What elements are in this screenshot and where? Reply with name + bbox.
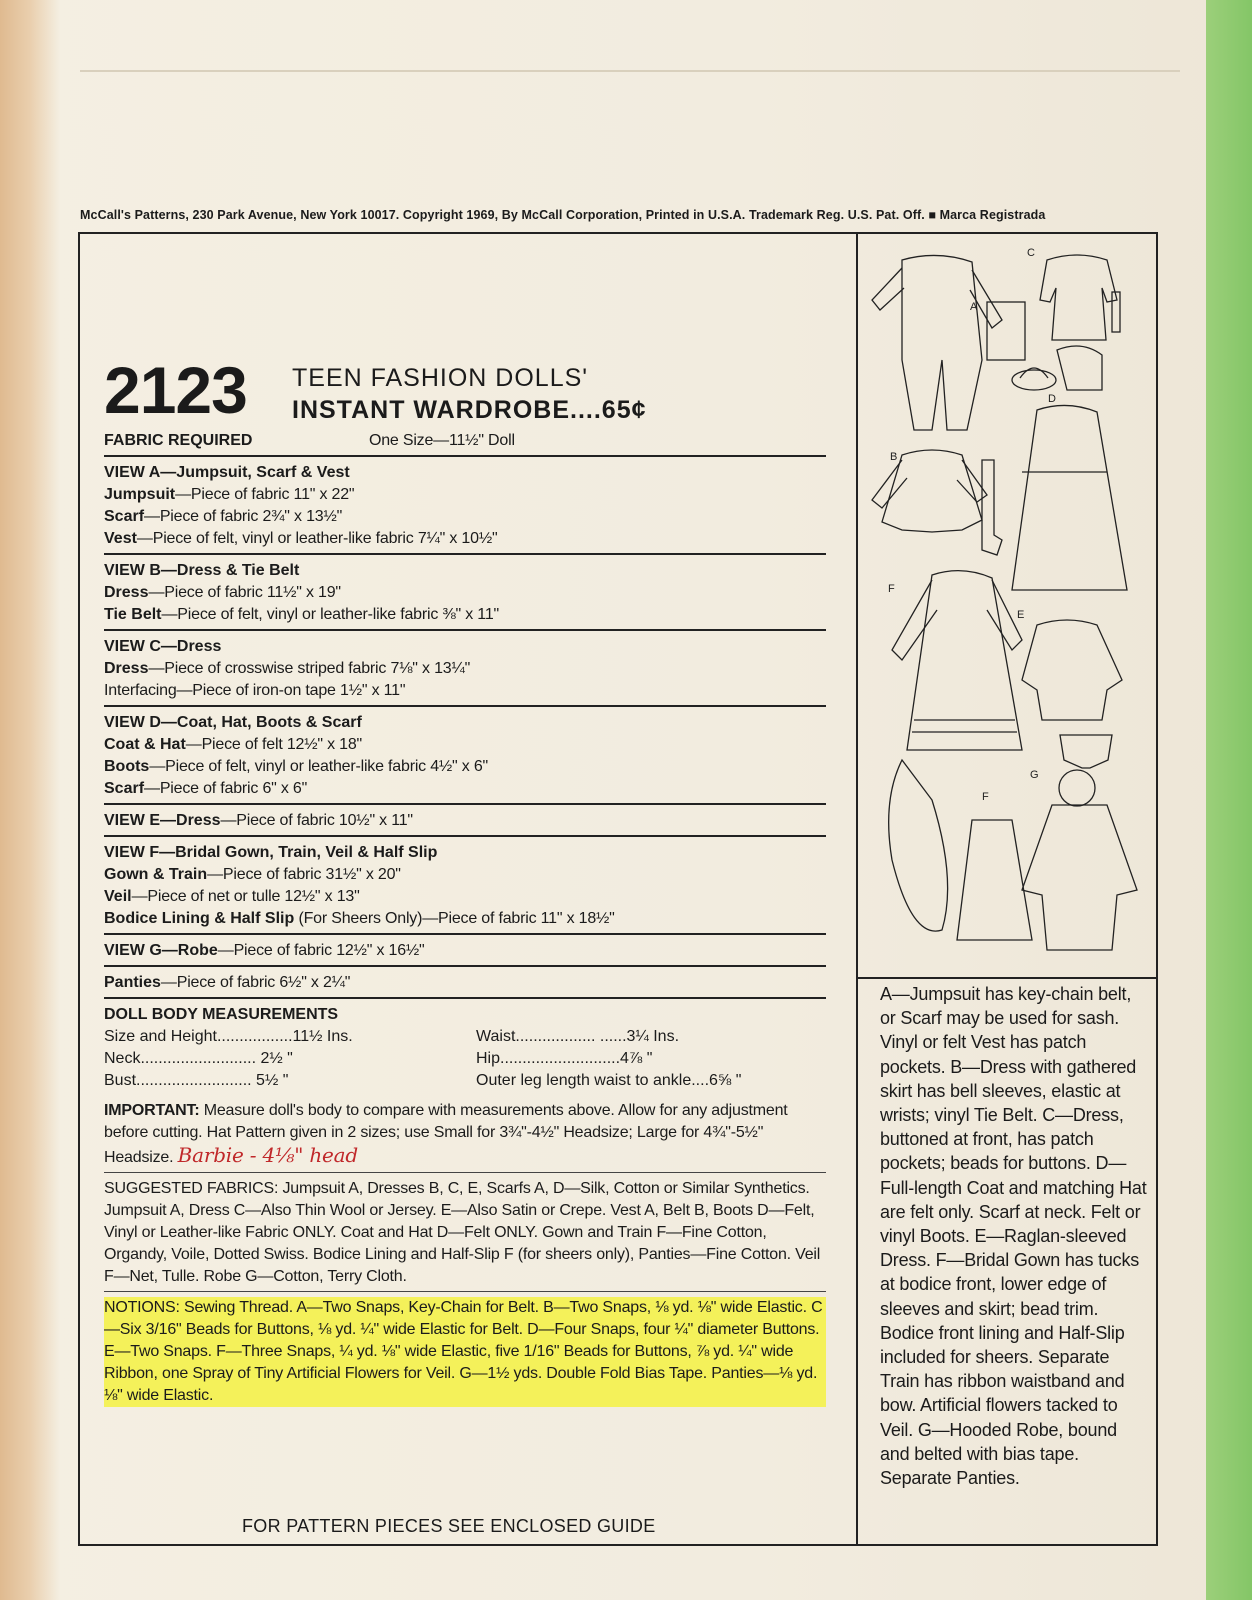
fabric-heading-row: [104, 430, 826, 452]
handwritten-note: Barbie - 4⅛" head: [177, 1143, 359, 1167]
panties-drawing: [1060, 735, 1112, 768]
view-b-dress-drawing: [872, 450, 1002, 555]
rule: [104, 1291, 826, 1292]
rule: [104, 629, 826, 631]
art-label-e: E: [1017, 609, 1025, 621]
measurements-table: [104, 1026, 741, 1092]
half-slip-drawing: [957, 820, 1032, 940]
view-a-title: VIEW A—Jumpsuit, Scarf & Vest: [104, 464, 350, 481]
rule: [104, 835, 826, 837]
panties-row: Panties—Piece of fabric 6½" x 2¼": [104, 974, 351, 991]
view-g-robe-drawing: [1022, 770, 1137, 950]
tape-stain: [0, 0, 60, 1600]
view-a-line: Jumpsuit—Piece of fabric 11" x 22": [104, 486, 355, 503]
rule: [104, 1172, 826, 1173]
view-a-line: Vest—Piece of felt, vinyl or leather-like fabric 7¼" x 10½": [104, 530, 498, 547]
view-d-line: Boots—Piece of felt, vinyl or leather-like fabric 4½" x 6": [104, 758, 489, 775]
title-line-1: TEEN FASHION DOLLS': [292, 364, 589, 392]
view-a-jumpsuit-drawing: [872, 255, 1025, 430]
art-label-f: F: [888, 583, 895, 595]
measurement-row: Size and Height.................11½ Ins. Waist.................. ......3¼ Ins.: [104, 1028, 680, 1045]
view-c-title: VIEW C—Dress: [104, 638, 222, 655]
fabric-size: One Size—11½" Doll: [368, 432, 515, 449]
view-f-line: Gown & Train—Piece of fabric 31½" x 20": [104, 866, 401, 883]
view-d-coat-drawing: [1012, 405, 1127, 590]
measurement-row: Bust.......................... 5½ " Outer leg length waist to ankle....6⅝ ": [104, 1072, 742, 1089]
pattern-number: 2123: [104, 353, 247, 427]
green-envelope-edge: [1206, 0, 1252, 1600]
view-c-line: Dress—Piece of crosswise striped fabric 7⅛" x 13¼": [104, 660, 471, 677]
view-g-row: VIEW G—Robe—Piece of fabric 12½" x 16½": [104, 942, 425, 959]
view-c-dress-drawing: [1040, 255, 1120, 340]
view-a-line: Scarf—Piece of fabric 2¾" x 13½": [104, 508, 343, 525]
view-descriptions: A—Jumpsuit has key-chain belt, or Scarf may be used for sash. Vinyl or felt Vest has patch pockets. B—Dress with gathered skirt has bell sleeves, elastic at wrists; vinyl Tie Belt. C—Dress, buttoned at front, has patch pockets; beads for buttons. D—Full-length Coat and matching Hat are felt only. Scarf at neck. Felt or vinyl Boots. E—Raglan-sleeved Dress. F—Bridal Gown has tucks at bodice front, lower edge of sleeves and skirt; bead trim. Bodice front lining and Half-Slip included for sheers. Separate Train has ribbon waistband and bow. Artificial flowers tacked to Veil. G—Hooded Robe, bound and belted with bias tape. Separate Panties.: [880, 984, 1147, 1489]
rule: [104, 965, 826, 967]
view-f-line: Veil—Piece of net or tulle 12½" x 13": [104, 888, 360, 905]
footer-note: FOR PATTERN PIECES SEE ENCLOSED GUIDE: [242, 1516, 656, 1536]
important-note: [104, 1100, 826, 1169]
veil-drawing: [889, 760, 948, 931]
art-label-b: B: [890, 451, 898, 463]
view-d-title: VIEW D—Coat, Hat, Boots & Scarf: [104, 714, 362, 731]
view-f-line: Bodice Lining & Half Slip (For Sheers Only)—Piece of fabric 11" x 18½": [104, 910, 615, 927]
view-d-line: Coat & Hat—Piece of felt 12½" x 18": [104, 736, 363, 753]
garment-illustrations: [862, 240, 1154, 972]
art-label-d: D: [1048, 393, 1056, 405]
rule: [104, 705, 826, 707]
column-divider: [856, 232, 858, 1546]
pattern-title: [292, 362, 647, 426]
view-e-row: VIEW E—Dress—Piece of fabric 10½" x 11": [104, 812, 413, 829]
envelope-flap: [80, 0, 1180, 72]
view-b-line: Dress—Piece of fabric 11½" x 19": [104, 584, 341, 601]
rule: [104, 455, 826, 457]
rule: [104, 803, 826, 805]
important-label: IMPORTANT:: [104, 1102, 200, 1119]
measurements-heading: DOLL BODY MEASUREMENTS: [104, 1006, 339, 1023]
measurement-row: Neck.......................... 2½ " Hip...........................4⅞ ": [104, 1050, 653, 1067]
illustration-divider: [858, 977, 1158, 979]
fabric-requirements: [104, 430, 826, 1407]
art-label-f2: F: [982, 791, 989, 803]
view-c-line: Interfacing—Piece of iron-on tape 1½" x 11": [104, 682, 406, 699]
notions: NOTIONS: Sewing Thread. A—Two Snaps, Key-Chain for Belt. B—Two Snaps, ⅛ yd. ⅛" wide Elastic. C—Six 3/16" Beads for Buttons, ⅛ yd. ¼" wide Elastic for Belt. D—Four Snaps, four ¼" diameter Buttons. E—Two Snaps. F—Three Snaps, ¼ yd. ⅛" wide Elastic, five 1/16" Beads for Buttons, ⅞ yd. ¼" wide Ribbon, one Spray of Tiny Artificial Flowers for Veil. G—1½ yds. Double Fold Bias Tape. Panties—⅛ yd. ⅛" wide Elastic.: [104, 1297, 826, 1407]
view-b-title: VIEW B—Dress & Tie Belt: [104, 562, 300, 579]
publisher-line: McCall's Patterns, 230 Park Avenue, New York 10017. Copyright 1969, By McCall Corporation, Printed in U.S.A. Trademark Reg. U.S. Pat. Off. ■ Marca Registrada: [80, 208, 1046, 222]
art-label-a: A: [970, 301, 978, 313]
title-line-2: INSTANT WARDROBE....65¢: [292, 396, 647, 424]
view-f-title: VIEW F—Bridal Gown, Train, Veil & Half Slip: [104, 844, 438, 861]
suggested-fabrics: SUGGESTED FABRICS: Jumpsuit A, Dresses B, C, E, Scarfs A, D—Silk, Cotton or Similar Synthetics. Jumpsuit A, Dress C—Also Thin Wool or Jersey. E—Also Satin or Crepe. Vest A, Belt B, Boots D—Felt, Vinyl or Leather-like Fabric ONLY. Coat and Hat D—Felt ONLY. Gown and Train F—Fine Cotton, Organdy, Voile, Dotted Swiss. Bodice Lining and Half-Slip F (for sheers only), Panties—Fine Cotton. Veil F—Net, Tulle. Robe G—Cotton, Terry Cloth.: [104, 1180, 821, 1285]
view-e-dress-drawing: [1022, 620, 1122, 720]
rule: [104, 997, 826, 999]
art-label-c: C: [1027, 247, 1035, 259]
view-b-line: Tie Belt—Piece of felt, vinyl or leather-like fabric ⅜" x 11": [104, 606, 499, 623]
important-text: Measure doll's body to compare with measurements above. Allow for any adjustment before cutting. Hat Pattern given in 2 sizes; use Small for 3¾"-4½" Headsize; Large for 4¾"-5½" Headsize.: [104, 1102, 788, 1166]
art-label-g: G: [1030, 769, 1039, 781]
rule: [104, 553, 826, 555]
view-f-gown-drawing: [892, 571, 1025, 750]
view-d-line: Scarf—Piece of fabric 6" x 6": [104, 780, 308, 797]
fabric-heading: FABRIC REQUIRED: [104, 432, 253, 449]
rule: [104, 933, 826, 935]
